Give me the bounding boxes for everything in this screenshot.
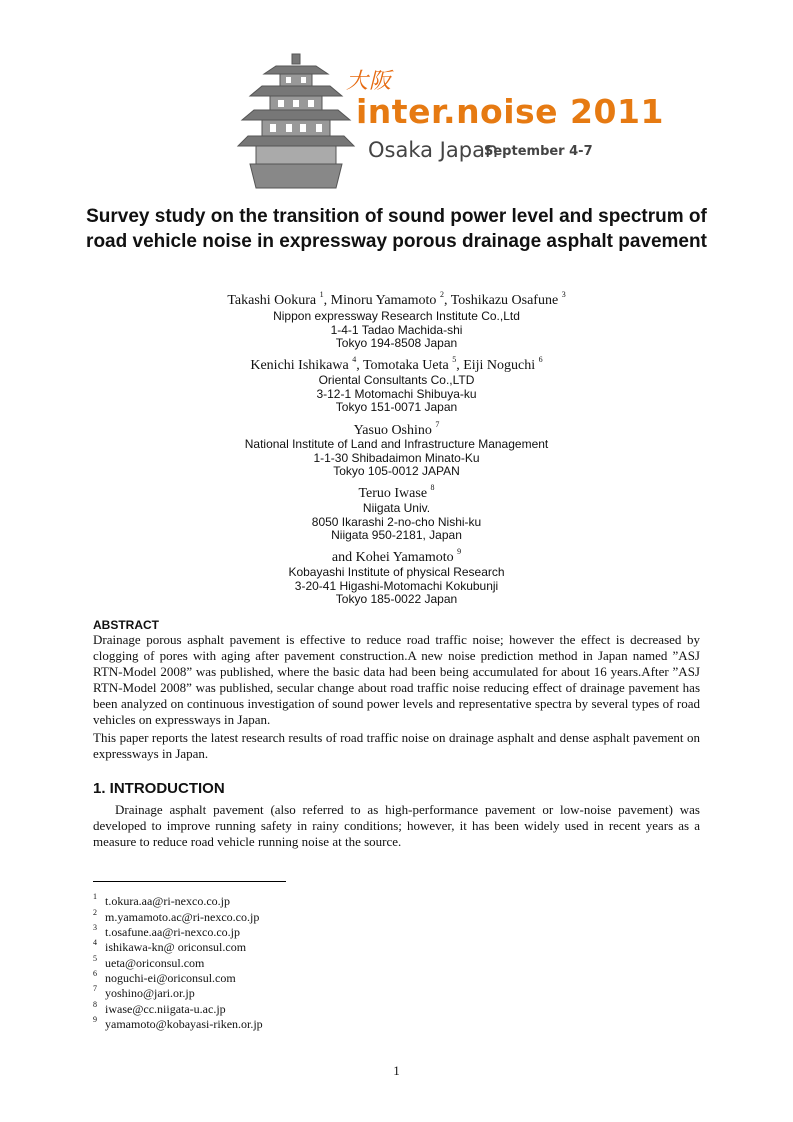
footnote-email: ueta@oriconsul.com (105, 956, 205, 970)
footnote-mark: 7 (93, 984, 97, 993)
author-mark: 6 (538, 355, 543, 364)
abstract-paragraph: Drainage porous asphalt pavement is effective to reduce road traffic noise; however the effect is decreased by clogging of pores with aging after pavement construction.A new noise prediction method in Japan named ”ASJ RTN-Model 2008” was published, where the basic data had been being accumulated for about 16 years.After ”ASJ RTN-Model 2008” was published, secular change about road traffic noise reducing effect of drainage pavement has been analyzed on continuous investigation of sound power levels and representative spectra by several types of road vehicles on expressways in Japan. (93, 632, 700, 727)
author-mark: 7 (435, 420, 440, 429)
footnote-mark: 4 (93, 938, 97, 947)
affiliation-line: 1-4-1 Tadao Machida-shi (330, 322, 463, 337)
author-name: Toshikazu Osafune (450, 293, 559, 308)
osaka-kanji: 大阪 (346, 69, 393, 94)
footnote-mark: 9 (93, 1015, 97, 1024)
author-line (0, 547, 793, 566)
affiliation-line: 1-1-30 Shibadaimon Minato-Ku (313, 450, 480, 465)
author-name: Takashi Ookura (227, 293, 317, 308)
paper-title: Survey study on the transition of sound power level and spectrum of road vehicle noise in expressway porous drainage asphalt pavement (86, 206, 707, 252)
affiliation-line: Niigata 950-2181, Japan (331, 528, 462, 542)
conference-logo (236, 48, 664, 190)
footnote-mark: 3 (93, 923, 97, 932)
affiliation-line: 3-20-41 Higashi-Motomachi Kokubunji (294, 578, 499, 593)
footnote-mark: 6 (93, 969, 97, 978)
author-line (0, 483, 793, 502)
conference-city: Osaka Japan (368, 138, 499, 162)
affiliation-line: Oriental Consultants Co.,LTD (318, 373, 475, 387)
affiliation (0, 566, 793, 607)
author-mark: 9 (457, 547, 462, 556)
footnote-mark: 2 (93, 908, 97, 917)
affiliation-line: 3-12-1 Motomachi Shibuya-ku (316, 386, 477, 401)
affiliation-line: Kobayashi Institute of physical Research (288, 565, 505, 579)
conference-dates: September 4-7 (484, 144, 593, 159)
affiliation (0, 502, 793, 543)
footnote-email: yoshino@jari.or.jp (105, 986, 195, 1000)
author-name: Minoru Yamamoto (330, 293, 437, 308)
affiliation-line: Niigata Univ. (362, 501, 431, 515)
abstract-heading: ABSTRACT (93, 618, 159, 632)
footnote-email: m.yamamoto.ac@ri-nexco.co.jp (105, 910, 260, 924)
author-mark: 8 (430, 483, 435, 492)
affiliation (0, 438, 793, 479)
affiliation (0, 310, 793, 351)
author-mark: 2 (439, 290, 444, 299)
footnote-mark: 8 (93, 1000, 97, 1009)
footnote-email: t.osafune.aa@ri-nexco.co.jp (105, 925, 240, 939)
osaka-castle-icon (236, 48, 356, 190)
affiliation-line: Tokyo 185-0022 Japan (335, 592, 458, 606)
affiliation-line: Tokyo 151-0071 Japan (335, 400, 458, 414)
footnote-mark: 5 (93, 954, 97, 963)
footnote-divider (93, 881, 286, 882)
page-number: 1 (393, 1063, 400, 1078)
abstract-paragraph: This paper reports the latest research results of road traffic noise on drainage asphalt and dense asphalt pavement on expressways in Japan. (93, 730, 700, 761)
footnote (93, 1012, 263, 1032)
footnote-mark: 1 (93, 892, 97, 901)
affiliation (0, 374, 793, 415)
affiliation-line: 8050 Ikarashi 2-no-cho Nishi-ku (311, 514, 482, 529)
author-name: Yasuo Oshino (353, 423, 432, 438)
conference-name: inter.noise 2011 (356, 92, 664, 131)
footnote-email: yamamoto@kobayasi-riken.or.jp (105, 1017, 263, 1031)
author-mark: 4 (352, 355, 357, 364)
affiliation-line: Nippon expressway Research Institute Co.,Ltd (273, 309, 520, 323)
author-name: Tomotaka Ueta (362, 358, 449, 373)
author-line: Takashi Ookura $^1$, Minoru Yamamoto $^2$, Toshikazu Osafune $^3$ (227, 290, 566, 308)
affiliation-line: Tokyo 105-0012 JAPAN (333, 464, 460, 478)
author-mark: 5 (452, 355, 457, 364)
author-name: Teruo Iwase (358, 486, 428, 501)
footnote-email: iwase@cc.niigata-u.ac.jp (105, 1002, 226, 1016)
section-paragraph: Drainage asphalt pavement (also referred to as high-performance pavement or low-noise pavement) was developed to improve running safety in rainy conditions; however, it has been widely used in recent years as a measure to reduce road vehicle running noise at the source. (93, 802, 700, 849)
section-heading: 1. INTRODUCTION (93, 780, 225, 797)
affiliation-line: Tokyo 194-8508 Japan (335, 336, 458, 350)
footnote-email: ishikawa-kn@ oriconsul.com (105, 940, 247, 954)
author-mark: 3 (561, 290, 566, 299)
author-mark: 1 (319, 290, 324, 299)
author-name: Eiji Noguchi (463, 358, 536, 373)
footnote-email: noguchi-ei@oriconsul.com (105, 971, 236, 985)
author-line: Kenichi Ishikawa $^4$, Tomotaka Ueta $^5$, Eiji Noguchi $^6$ (250, 355, 543, 373)
footnote-email: t.okura.aa@ri-nexco.co.jp (105, 894, 230, 908)
affiliation-line: National Institute of Land and Infrastructure Management (244, 437, 549, 451)
author-name: and Kohei Yamamoto (331, 550, 454, 565)
author-name: Kenichi Ishikawa (250, 358, 349, 373)
